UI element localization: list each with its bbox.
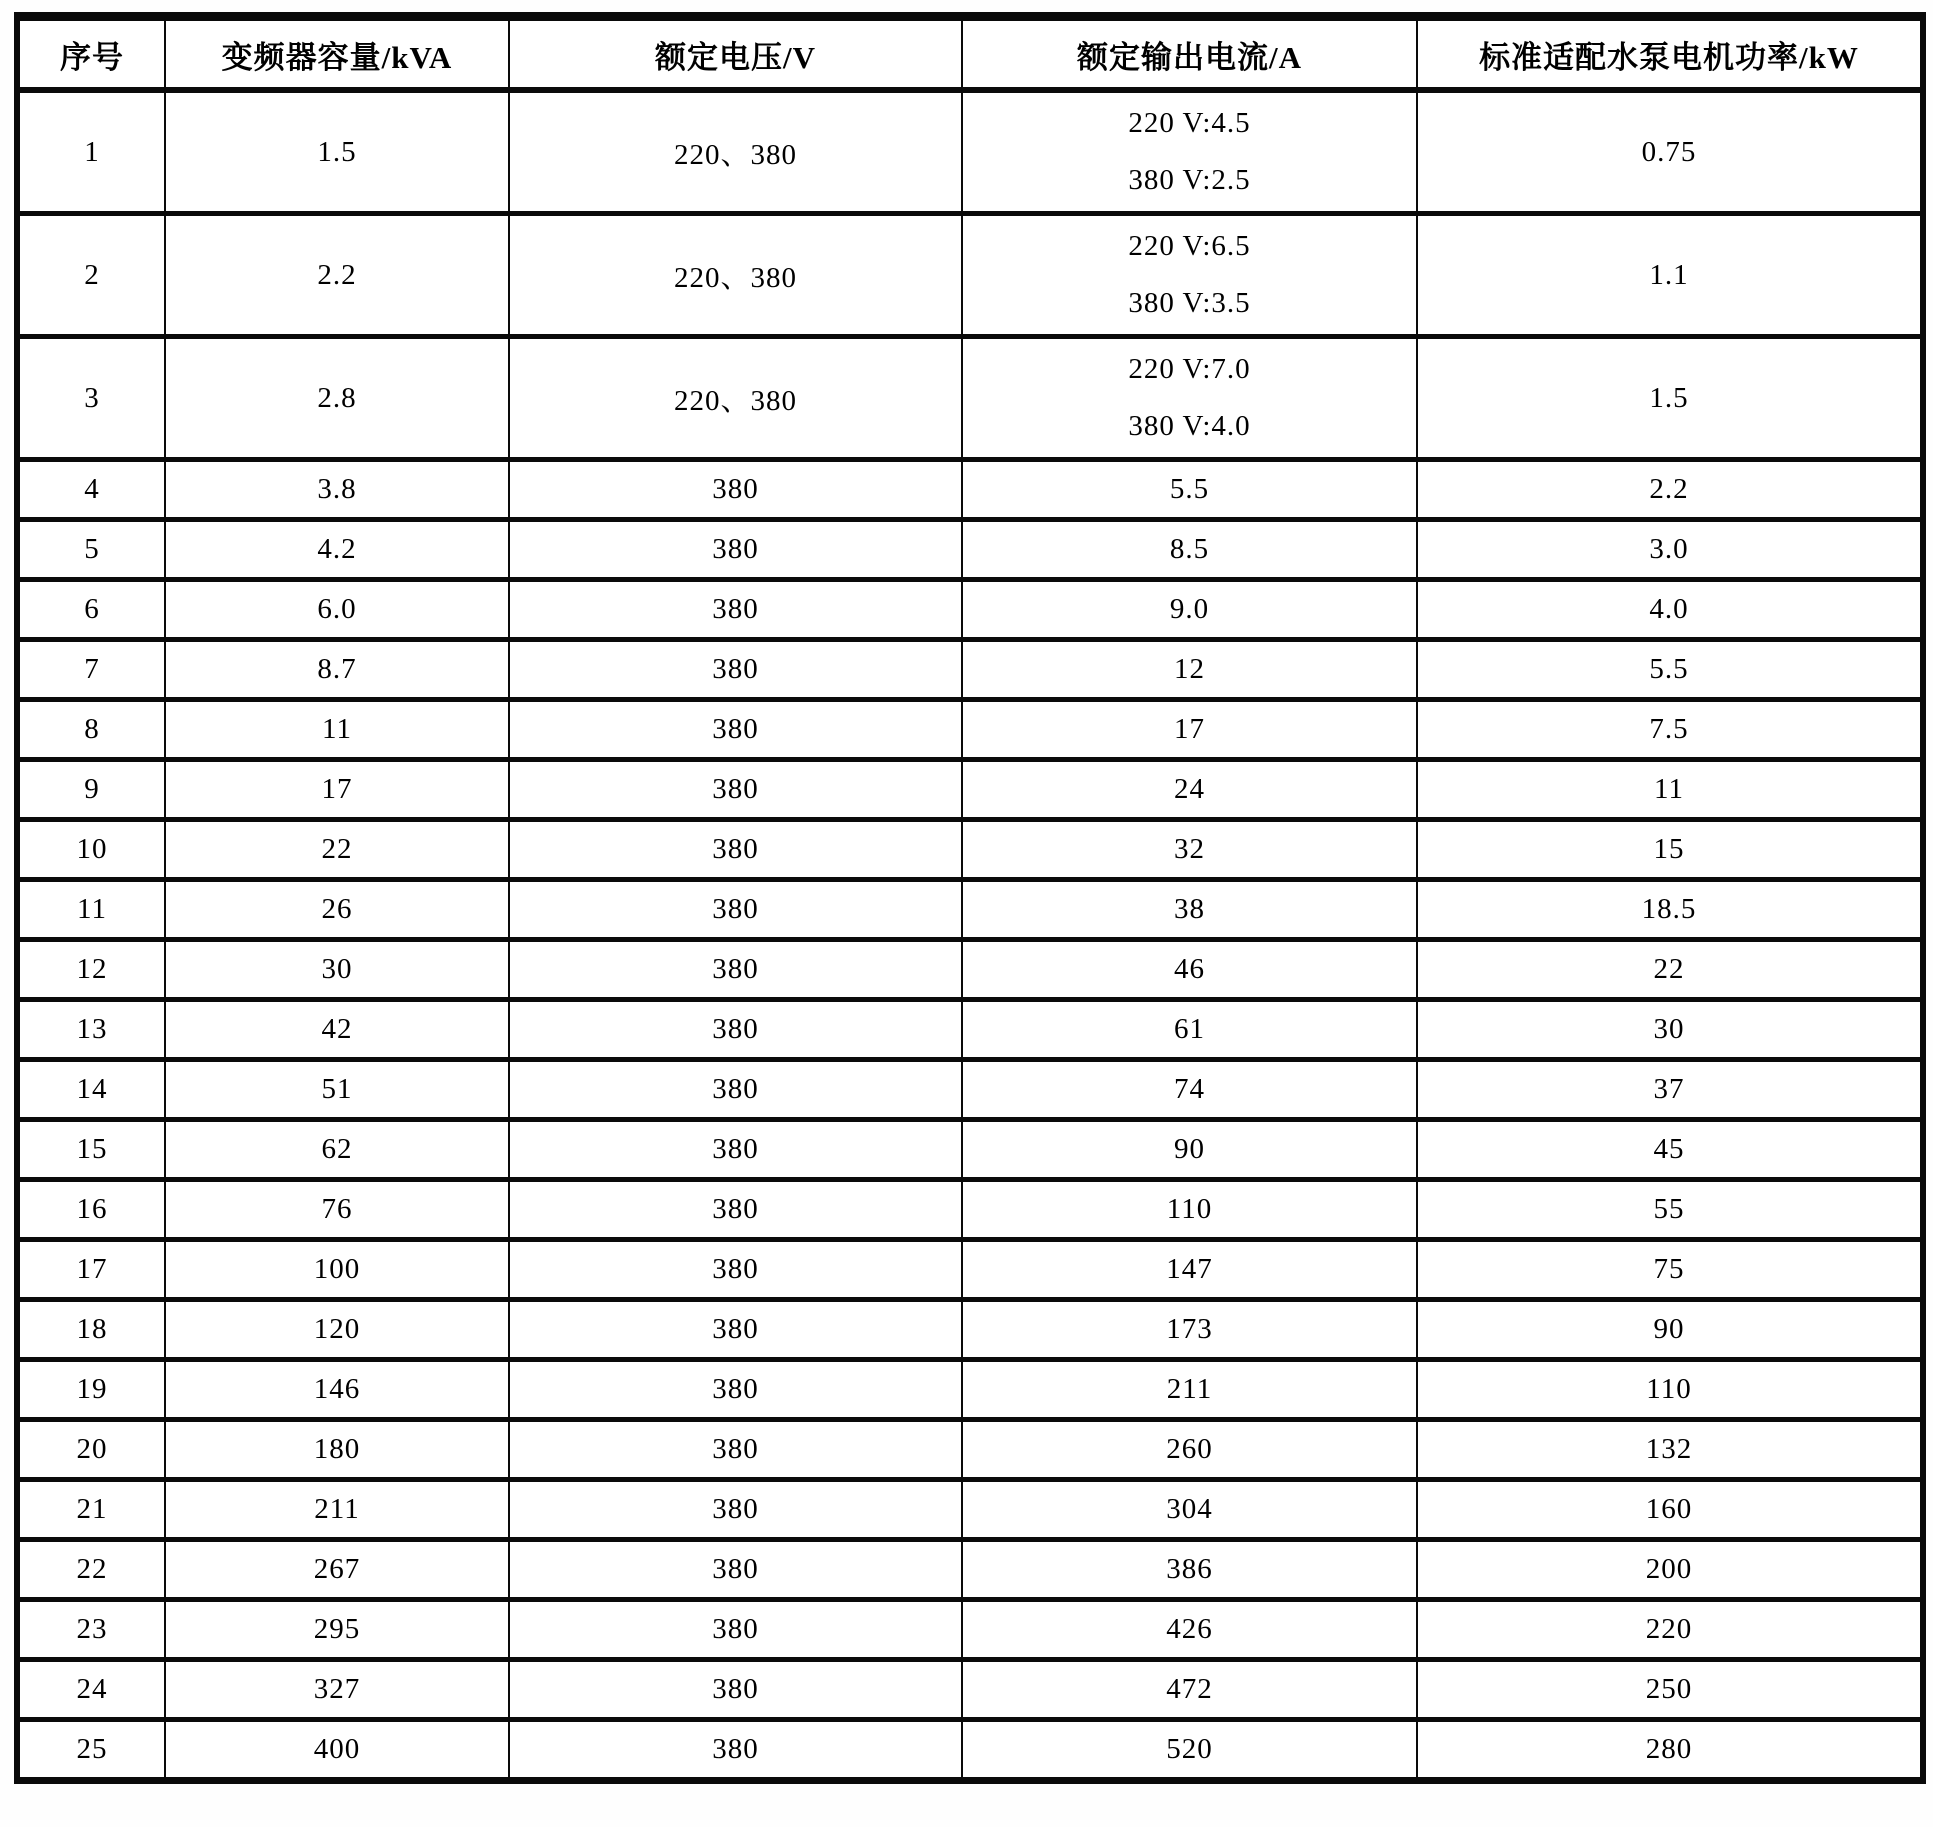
table-cell: 11 <box>17 880 165 940</box>
table-cell: 18 <box>17 1300 165 1360</box>
col-header-serial-number: 序号 <box>17 17 165 91</box>
table-cell: 173 <box>962 1300 1417 1360</box>
table-cell: 6.0 <box>165 580 509 640</box>
table-cell: 211 <box>165 1480 509 1540</box>
table-cell: 380 <box>509 1120 962 1180</box>
table-cell: 3 <box>17 337 165 460</box>
col-header-rated-output-current: 额定输出电流/A <box>962 17 1417 91</box>
table-cell: 380 <box>509 880 962 940</box>
table-cell: 2.2 <box>165 214 509 337</box>
table-cell: 380 <box>509 580 962 640</box>
table-cell: 2 <box>17 214 165 337</box>
table-body <box>17 90 1923 1781</box>
table-cell: 304 <box>962 1480 1417 1540</box>
table-row <box>17 1660 1923 1720</box>
table-cell: 9 <box>17 760 165 820</box>
table-cell: 42 <box>165 1000 509 1060</box>
table-cell: 12 <box>17 940 165 1000</box>
table-cell: 15 <box>1417 820 1923 880</box>
table-cell: 5.5 <box>1417 640 1923 700</box>
table-cell <box>962 337 1417 460</box>
table-row <box>17 1480 1923 1540</box>
table-row <box>17 1540 1923 1600</box>
table-cell-line: 220 V:6.5 <box>1128 230 1251 262</box>
table-cell: 520 <box>962 1720 1417 1781</box>
table-cell: 132 <box>1417 1420 1923 1480</box>
table-cell: 30 <box>1417 1000 1923 1060</box>
table-cell: 11 <box>165 700 509 760</box>
table-cell: 55 <box>1417 1180 1923 1240</box>
table-cell: 21 <box>17 1480 165 1540</box>
table-cell: 30 <box>165 940 509 1000</box>
table-cell: 211 <box>962 1360 1417 1420</box>
table-cell: 380 <box>509 1480 962 1540</box>
table-cell: 24 <box>962 760 1417 820</box>
table-cell: 7 <box>17 640 165 700</box>
table-cell: 38 <box>962 880 1417 940</box>
table-cell: 8.7 <box>165 640 509 700</box>
table-cell: 90 <box>962 1120 1417 1180</box>
table-cell: 7.5 <box>1417 700 1923 760</box>
table-row <box>17 520 1923 580</box>
table-cell-line: 380 V:3.5 <box>1128 287 1251 319</box>
table-cell: 280 <box>1417 1720 1923 1781</box>
table-cell: 6 <box>17 580 165 640</box>
table-cell: 200 <box>1417 1540 1923 1600</box>
table-cell-line: 380 V:4.0 <box>1128 410 1251 442</box>
table-cell: 17 <box>17 1240 165 1300</box>
table-cell: 16 <box>17 1180 165 1240</box>
table-cell: 20 <box>17 1420 165 1480</box>
table-cell: 267 <box>165 1540 509 1600</box>
table-cell: 147 <box>962 1240 1417 1300</box>
table-cell: 3.0 <box>1417 520 1923 580</box>
table-cell: 2.8 <box>165 337 509 460</box>
table-cell: 380 <box>509 1000 962 1060</box>
table-cell: 1.1 <box>1417 214 1923 337</box>
table-cell: 260 <box>962 1420 1417 1480</box>
table-cell-line: 220 V:4.5 <box>1128 107 1251 139</box>
table-cell: 14 <box>17 1060 165 1120</box>
table-cell: 5.5 <box>962 460 1417 520</box>
table-cell <box>962 214 1417 337</box>
inverter-pump-spec-table <box>14 12 1926 1784</box>
table-row <box>17 1180 1923 1240</box>
table-cell: 62 <box>165 1120 509 1180</box>
table-cell: 76 <box>165 1180 509 1240</box>
table-cell: 380 <box>509 1360 962 1420</box>
table-cell: 380 <box>509 1600 962 1660</box>
table-cell: 90 <box>1417 1300 1923 1360</box>
table-cell: 426 <box>962 1600 1417 1660</box>
table-row <box>17 1000 1923 1060</box>
table-cell: 25 <box>17 1720 165 1781</box>
table-row <box>17 1060 1923 1120</box>
table-cell: 380 <box>509 700 962 760</box>
table-row <box>17 1120 1923 1180</box>
table-cell: 220、380 <box>509 337 962 460</box>
table-cell: 220 <box>1417 1600 1923 1660</box>
table-cell: 17 <box>165 760 509 820</box>
table-cell: 380 <box>509 520 962 580</box>
table-row <box>17 1360 1923 1420</box>
table-cell: 380 <box>509 1240 962 1300</box>
table-cell: 3.8 <box>165 460 509 520</box>
table-cell: 4 <box>17 460 165 520</box>
table-row <box>17 1720 1923 1781</box>
table-cell: 45 <box>1417 1120 1923 1180</box>
table-cell: 22 <box>165 820 509 880</box>
table-cell: 13 <box>17 1000 165 1060</box>
table-row <box>17 700 1923 760</box>
table-cell: 19 <box>17 1360 165 1420</box>
table-cell: 250 <box>1417 1660 1923 1720</box>
table-cell: 1.5 <box>1417 337 1923 460</box>
table-cell: 18.5 <box>1417 880 1923 940</box>
header-row <box>17 17 1923 91</box>
table-cell: 386 <box>962 1540 1417 1600</box>
table-cell: 37 <box>1417 1060 1923 1120</box>
table-row <box>17 1420 1923 1480</box>
table-cell: 160 <box>1417 1480 1923 1540</box>
table-cell: 220、380 <box>509 90 962 214</box>
col-header-inverter-capacity: 变频器容量/kVA <box>165 17 509 91</box>
table-cell: 51 <box>165 1060 509 1120</box>
table-row <box>17 1240 1923 1300</box>
table-cell: 380 <box>509 940 962 1000</box>
table-cell: 74 <box>962 1060 1417 1120</box>
col-header-matched-pump-motor-power: 标准适配水泵电机功率/kW <box>1417 17 1923 91</box>
table-cell-line: 380 V:2.5 <box>1128 164 1251 196</box>
table-row <box>17 214 1923 337</box>
table-row <box>17 880 1923 940</box>
table-row <box>17 760 1923 820</box>
table-cell: 9.0 <box>962 580 1417 640</box>
table-cell: 17 <box>962 700 1417 760</box>
table-cell: 2.2 <box>1417 460 1923 520</box>
table-cell: 380 <box>509 1180 962 1240</box>
table-row <box>17 460 1923 520</box>
table-cell: 12 <box>962 640 1417 700</box>
table-cell: 380 <box>509 820 962 880</box>
table-cell: 26 <box>165 880 509 940</box>
table-cell: 22 <box>1417 940 1923 1000</box>
table-cell: 32 <box>962 820 1417 880</box>
table-cell: 120 <box>165 1300 509 1360</box>
table-cell: 8 <box>17 700 165 760</box>
table-cell: 22 <box>17 1540 165 1600</box>
table-cell: 1 <box>17 90 165 214</box>
table-cell: 380 <box>509 1660 962 1720</box>
table-row <box>17 820 1923 880</box>
col-header-rated-voltage: 额定电压/V <box>509 17 962 91</box>
table-row <box>17 940 1923 1000</box>
table-cell: 380 <box>509 1300 962 1360</box>
table-cell: 380 <box>509 1720 962 1781</box>
table-cell: 4.2 <box>165 520 509 580</box>
table-cell-line: 220 V:7.0 <box>1128 353 1251 385</box>
table-cell: 61 <box>962 1000 1417 1060</box>
table-cell: 180 <box>165 1420 509 1480</box>
table-cell <box>962 90 1417 214</box>
table-cell: 380 <box>509 460 962 520</box>
table-cell: 400 <box>165 1720 509 1781</box>
table-cell: 380 <box>509 1540 962 1600</box>
table-cell: 380 <box>509 760 962 820</box>
table-cell: 146 <box>165 1360 509 1420</box>
table-row <box>17 1600 1923 1660</box>
table-cell: 0.75 <box>1417 90 1923 214</box>
table-cell: 110 <box>962 1180 1417 1240</box>
table-row <box>17 90 1923 214</box>
table-cell: 1.5 <box>165 90 509 214</box>
table-cell: 327 <box>165 1660 509 1720</box>
table-cell: 472 <box>962 1660 1417 1720</box>
table-row <box>17 580 1923 640</box>
table-cell: 380 <box>509 1420 962 1480</box>
table-cell: 110 <box>1417 1360 1923 1420</box>
table-cell: 220、380 <box>509 214 962 337</box>
table-cell: 5 <box>17 520 165 580</box>
table-cell: 75 <box>1417 1240 1923 1300</box>
table-cell: 380 <box>509 640 962 700</box>
table-cell: 23 <box>17 1600 165 1660</box>
table-cell: 4.0 <box>1417 580 1923 640</box>
table-cell: 100 <box>165 1240 509 1300</box>
table-cell: 8.5 <box>962 520 1417 580</box>
table-cell: 15 <box>17 1120 165 1180</box>
table-row <box>17 337 1923 460</box>
table-cell: 11 <box>1417 760 1923 820</box>
table-cell: 10 <box>17 820 165 880</box>
table-cell: 295 <box>165 1600 509 1660</box>
table-row <box>17 640 1923 700</box>
table-cell: 46 <box>962 940 1417 1000</box>
table-cell: 24 <box>17 1660 165 1720</box>
table-row <box>17 1300 1923 1360</box>
table-cell: 380 <box>509 1060 962 1120</box>
